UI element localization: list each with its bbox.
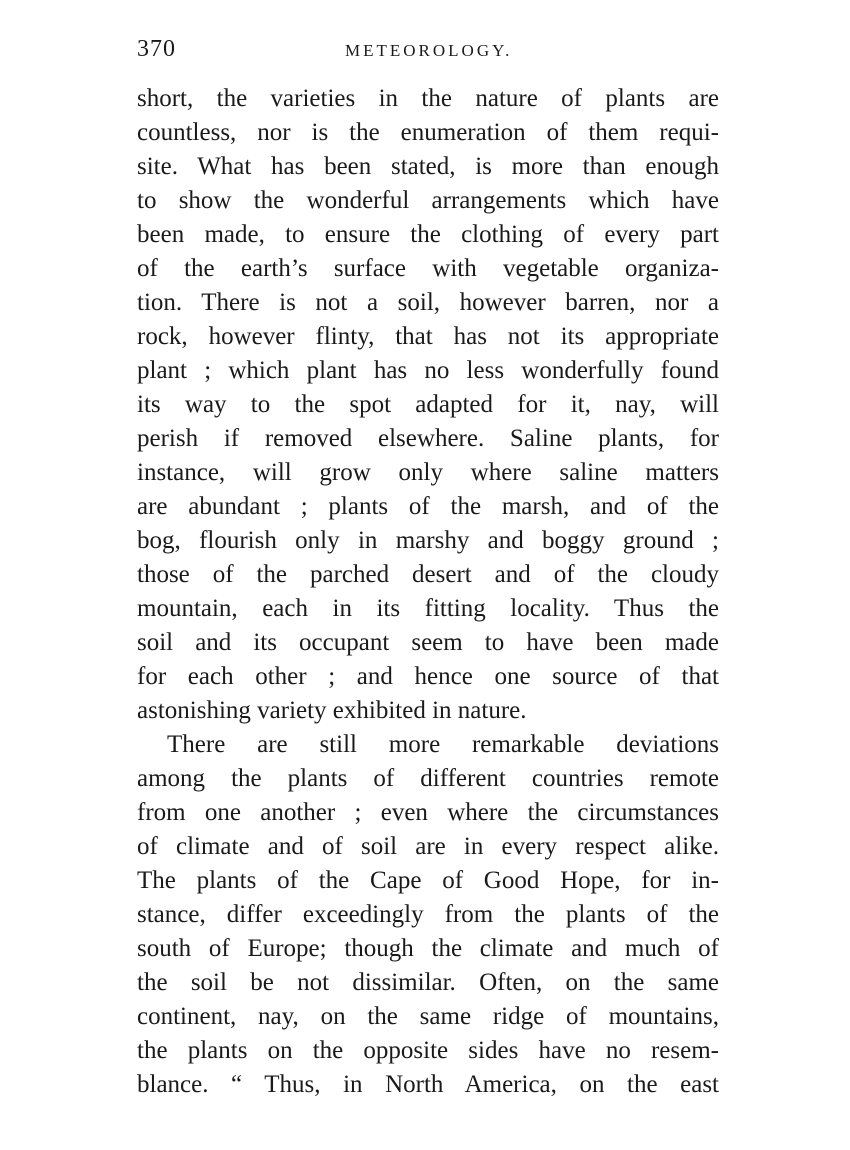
text-line: site. What has been stated, is more than enough [137,153,719,180]
text-line: countless, nor is the enumeration of them requi- [137,119,719,146]
text-line: of climate and of soil are in every respect alike. [137,833,719,860]
running-head: METEOROLOGY. [345,41,513,60]
text-line: for each other ; and hence one source of that [137,663,719,690]
text-line: rock, however flinty, that has not its appropriate [137,323,719,350]
text-line: tion. There is not a soil, however barren, nor a [137,289,719,316]
text-line: stance, differ exceedingly from the plants of the [137,901,719,928]
text-line: the soil be not dissimilar. Often, on the same [137,969,719,996]
text-line: bog, flourish only in marshy and boggy ground ; [137,527,719,554]
text-line: mountain, each in its fitting locality. Thus the [137,595,719,622]
text-line: soil and its occupant seem to have been made [137,629,719,656]
body-text [137,82,719,1102]
text-line: instance, will grow only where saline matters [137,459,719,486]
text-line: among the plants of different countries remote [137,765,719,792]
text-line: south of Europe; though the climate and much of [137,935,719,962]
paragraph-2 [137,728,719,1102]
text-line: those of the parched desert and of the cloudy [137,561,719,588]
text-line: its way to the spot adapted for it, nay, will [137,391,719,418]
text-line: plant ; which plant has no less wonderfully found [137,357,719,384]
text-line: continent, nay, on the same ridge of mountains, [137,1003,719,1030]
text-line: been made, to ensure the clothing of every part [137,221,719,248]
paragraph-1 [137,82,719,728]
text-line: the plants on the opposite sides have no resem- [137,1037,719,1064]
text-line: The plants of the Cape of Good Hope, for in- [137,867,719,894]
text-line: are abundant ; plants of the marsh, and of the [137,493,719,520]
text-line: perish if removed elsewhere. Saline plants, for [137,425,719,452]
text-line: from one another ; even where the circumstances [137,799,719,826]
text-line: of the earth’s surface with vegetable organiza- [137,255,719,282]
page-header [137,36,717,70]
text-line: to show the wonderful arrangements which have [137,187,719,214]
text-line: astonishing variety exhibited in nature. [137,697,527,724]
text-line: There are still more remarkable deviations [167,731,719,758]
text-line: blance. “ Thus, in North America, on the east [137,1071,719,1098]
page-number: 370 [137,36,176,62]
text-line: short, the varieties in the nature of plants are [137,85,719,112]
